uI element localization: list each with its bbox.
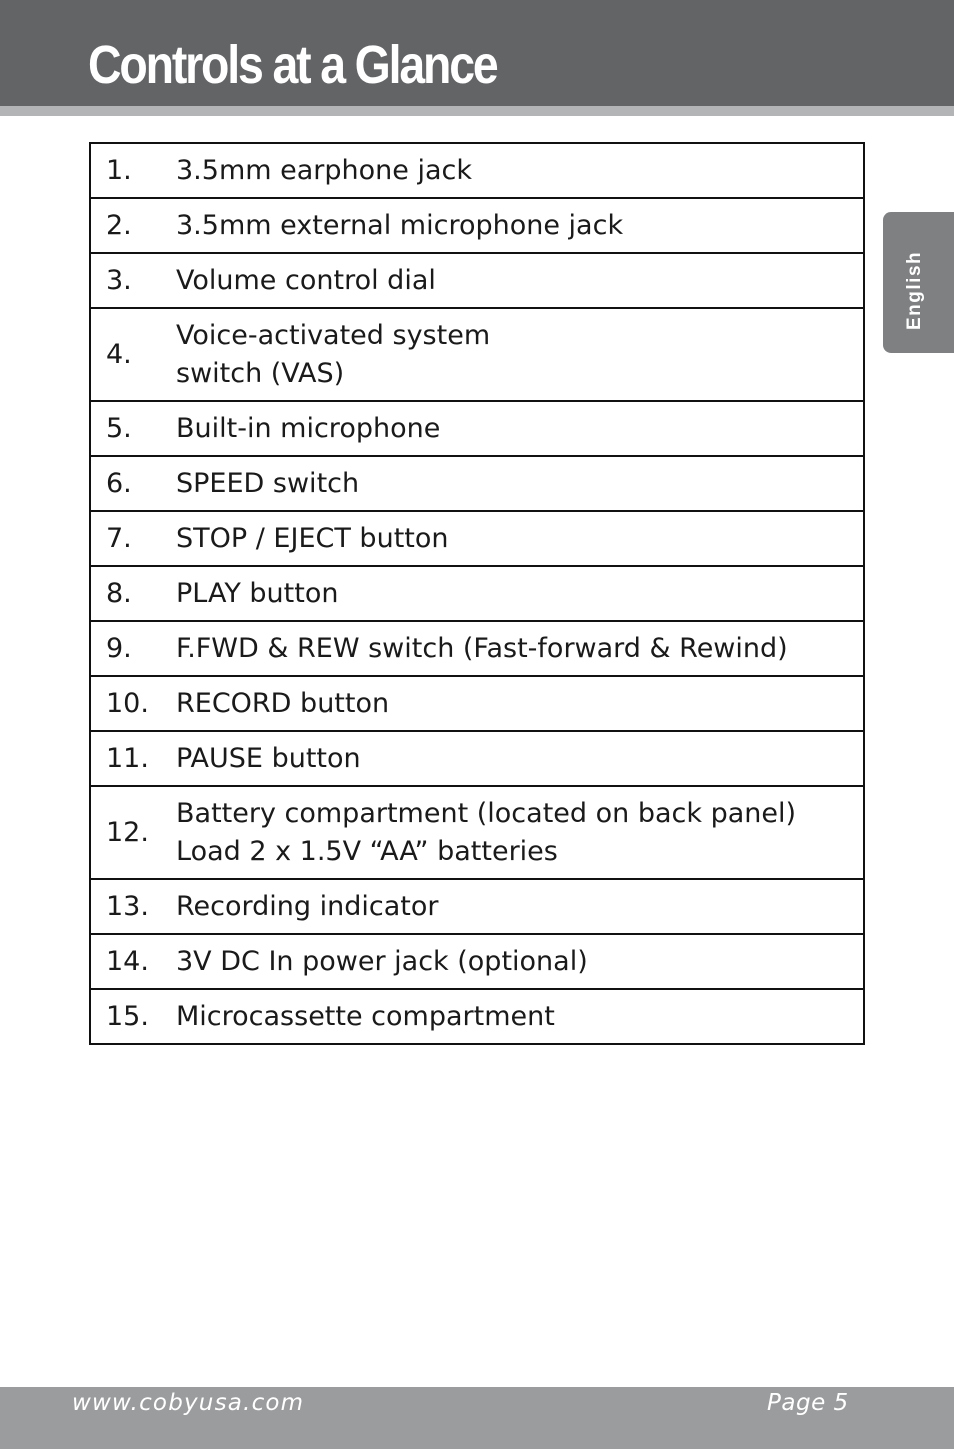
item-label <box>176 456 864 511</box>
language-tab[interactable] <box>883 212 954 353</box>
table-row <box>90 731 864 786</box>
item-number: 14. <box>90 934 176 989</box>
item-number: 11. <box>90 731 176 786</box>
item-number: 7. <box>90 511 176 566</box>
item-label-line: Voice-activated system <box>176 319 491 351</box>
table-row <box>90 253 864 308</box>
item-label-line: Volume control dial <box>176 264 436 296</box>
item-label-line: 3.5mm earphone jack <box>176 154 472 186</box>
item-label-line: SPEED switch <box>176 467 360 499</box>
item-label <box>176 198 864 253</box>
item-label <box>176 676 864 731</box>
language-tab-label: English <box>904 250 925 330</box>
item-label <box>176 731 864 786</box>
item-number: 1. <box>90 143 176 198</box>
item-label-line: Built-in microphone <box>176 412 441 444</box>
item-label <box>176 786 864 879</box>
item-number: 12. <box>90 786 176 879</box>
item-label-line: Load 2 x 1.5V “AA” batteries <box>176 835 558 867</box>
item-number: 13. <box>90 879 176 934</box>
item-number: 4. <box>90 308 176 401</box>
page-number: Page 5 <box>767 1390 849 1416</box>
table-row <box>90 198 864 253</box>
item-number: 8. <box>90 566 176 621</box>
item-label-line: F.FWD & REW switch (Fast-forward & Rewind) <box>176 632 788 664</box>
table-row <box>90 143 864 198</box>
item-number: 9. <box>90 621 176 676</box>
table-row <box>90 621 864 676</box>
item-number: 2. <box>90 198 176 253</box>
item-number: 10. <box>90 676 176 731</box>
item-label-line: switch (VAS) <box>176 357 345 389</box>
footer-url[interactable]: www.cobyusa.com <box>72 1390 305 1416</box>
page-title: Controls at a Glance <box>88 35 497 95</box>
item-number: 15. <box>90 989 176 1044</box>
item-label <box>176 934 864 989</box>
item-number: 5. <box>90 401 176 456</box>
table-row <box>90 566 864 621</box>
item-label-line: 3V DC In power jack (optional) <box>176 945 588 977</box>
item-number: 3. <box>90 253 176 308</box>
header-stripe <box>0 106 954 116</box>
table-row <box>90 308 864 401</box>
item-label-line: STOP / EJECT button <box>176 522 449 554</box>
item-label <box>176 143 864 198</box>
item-label-line: PLAY button <box>176 577 339 609</box>
table-row <box>90 934 864 989</box>
item-label-line: PAUSE button <box>176 742 361 774</box>
item-label <box>176 566 864 621</box>
table-row <box>90 456 864 511</box>
item-label <box>176 511 864 566</box>
table-row <box>90 989 864 1044</box>
table-row <box>90 401 864 456</box>
item-label-line: Battery compartment (located on back panel) <box>176 797 797 829</box>
table-row <box>90 511 864 566</box>
table-row <box>90 879 864 934</box>
item-label <box>176 989 864 1044</box>
item-label <box>176 253 864 308</box>
item-label-line: Recording indicator <box>176 890 439 922</box>
item-label-line: 3.5mm external microphone jack <box>176 209 624 241</box>
table-row <box>90 676 864 731</box>
item-number: 6. <box>90 456 176 511</box>
item-label <box>176 621 864 676</box>
controls-table <box>89 142 865 1045</box>
item-label-line: RECORD button <box>176 687 390 719</box>
item-label-line: Microcassette compartment <box>176 1000 555 1032</box>
item-label <box>176 308 864 401</box>
table-row <box>90 786 864 879</box>
item-label <box>176 401 864 456</box>
item-label <box>176 879 864 934</box>
